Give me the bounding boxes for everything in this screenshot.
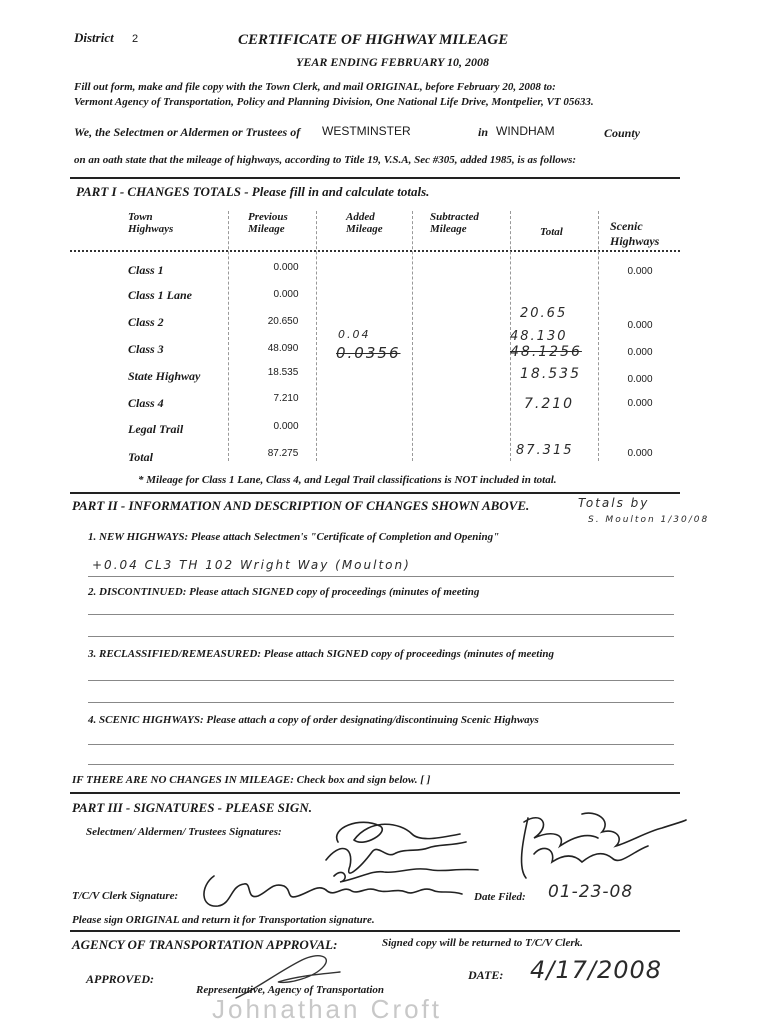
class-4-scenic: 0.000 (627, 398, 653, 409)
part3-title: PART III - SIGNATURES - PLEASE SIGN. (72, 800, 312, 815)
date-filed-label: Date Filed: (474, 891, 526, 903)
col-previous-mileage: Previous Mileage (248, 211, 288, 235)
col-subtracted-mileage: Subtracted Mileage (430, 211, 479, 235)
entry-line (88, 576, 674, 577)
form-title: CERTIFICATE OF HIGHWAY MILEAGE (238, 32, 509, 48)
part1-footnote: * Mileage for Class 1 Lane, Class 4, and Legal Trail classifications is NOT included in total. (138, 474, 557, 486)
selectmen-of-label: We, the Selectmen or Aldermen or Trustees of (74, 125, 301, 139)
column-separator (228, 211, 229, 461)
entry-line (88, 680, 674, 681)
district-label: District (74, 30, 114, 45)
class-3-added: 0.04 (338, 328, 371, 341)
total-total: 87.315 (516, 443, 574, 458)
column-separator (598, 211, 599, 461)
state-highway-scenic: 0.000 (627, 374, 653, 385)
row-label-class-2: Class 2 (128, 315, 164, 329)
name-stamp: Johnathan Croft (212, 994, 443, 1024)
divider (70, 177, 680, 179)
header-rule (70, 250, 680, 252)
state-highway-previous: 18.535 (267, 367, 299, 378)
instructions-line-2: Vermont Agency of Transportation, Policy and Planning Division, One National Life Drive, Montpelier, VT 05633. (74, 96, 594, 108)
agency-title: AGENCY OF TRANSPORTATION APPROVAL: (72, 937, 338, 952)
class-3-added-struck: 0.0356 (336, 344, 401, 362)
row-label-legal-trail: Legal Trail (128, 422, 184, 436)
entry-line (88, 636, 674, 637)
totals-by-note: Totals by (578, 496, 650, 510)
class-3-total: 48.130 (510, 329, 568, 344)
entry-line (88, 614, 674, 615)
divider (70, 492, 680, 494)
class-4-previous: 7.210 (273, 393, 299, 404)
class-3-scenic: 0.000 (627, 347, 653, 358)
clerk-signature-label: T/C/V Clerk Signature: (72, 890, 179, 902)
district-value: 2 (132, 33, 139, 45)
class-3-total-struck: 48.1256 (510, 344, 582, 360)
town-value: WESTMINSTER (322, 124, 411, 138)
new-highways-label: 1. NEW HIGHWAYS: Please attach Selectmen's "Certificate of Completion and Opening" (88, 531, 500, 543)
row-label-class-4: Class 4 (128, 396, 164, 410)
class-3-previous: 48.090 (267, 343, 299, 354)
entry-line (88, 702, 674, 703)
row-label-total: Total (128, 450, 153, 464)
scenic-highways-label: 4. SCENIC HIGHWAYS: Please attach a copy of order designating/discontinuing Scenic Highways (88, 714, 539, 726)
row-label-class-1-lane: Class 1 Lane (128, 288, 193, 302)
representative-label: Representative, Agency of Transportation (196, 984, 385, 996)
part1-title: PART I - CHANGES TOTALS - Please fill in and calculate totals. (76, 184, 430, 199)
col-scenic-highways: Scenic Highways (610, 219, 660, 248)
divider (70, 792, 680, 794)
class-1-lane-previous: 0.000 (273, 289, 299, 300)
col-town-highways: Town Highways (128, 211, 174, 235)
entry-line (88, 764, 674, 765)
total-scenic: 0.000 (627, 448, 653, 459)
instructions-line-1: Fill out form, make and file copy with the Town Clerk, and mail ORIGINAL, before February 20, 2008 to: (74, 81, 556, 93)
approved-label: APPROVED: (86, 972, 155, 986)
column-separator (316, 211, 317, 461)
class-1-previous: 0.000 (273, 262, 299, 273)
year-line: YEAR ENDING FEBRUARY 10, 2008 (296, 55, 490, 69)
oath-line: on an oath state that the mileage of highways, according to Title 19, V.S.A, Sec #305, added 1985, is as follows: (74, 154, 577, 166)
discontinued-label: 2. DISCONTINUED: Please attach SIGNED copy of proceedings (minutes of meeting (88, 586, 480, 598)
clerk-signature (200, 868, 470, 914)
totals-by-signature: S. Moulton 1/30/08 (588, 515, 710, 525)
part2-title: PART II - INFORMATION AND DESCRIPTION OF CHANGES SHOWN ABOVE. (72, 498, 530, 513)
class-2-scenic: 0.000 (627, 320, 653, 331)
col-added-mileage: Added Mileage (346, 211, 383, 235)
col-total: Total (540, 226, 563, 238)
county-value: WINDHAM (496, 124, 555, 138)
row-label-class-1: Class 1 (128, 263, 164, 277)
class-4-total: 7.210 (524, 396, 575, 412)
divider (70, 930, 680, 932)
approval-date-label: DATE: (468, 968, 504, 982)
no-changes-checkbox-line[interactable]: IF THERE ARE NO CHANGES IN MILEAGE: Check box and sign below. [ ] (72, 774, 431, 786)
new-highways-entry: +0.04 CL3 TH 102 Wright Way (Moulton) (92, 558, 411, 572)
class-2-previous: 20.650 (267, 316, 299, 327)
county-label: County (604, 126, 641, 140)
approval-date-value: 4/17/2008 (530, 956, 663, 984)
class-1-scenic: 0.000 (627, 266, 653, 277)
row-label-class-3: Class 3 (128, 342, 164, 356)
row-label-state-highway: State Highway (128, 369, 201, 383)
reclassified-label: 3. RECLASSIFIED/REMEASURED: Please attach SIGNED copy of proceedings (minutes of meeting (88, 648, 555, 660)
in-label: in (478, 125, 489, 139)
entry-line (88, 744, 674, 745)
total-previous: 87.275 (267, 448, 299, 459)
signed-copy-note: Signed copy will be returned to T/C/V Clerk. (382, 937, 583, 949)
legal-trail-previous: 0.000 (273, 421, 299, 432)
date-filed-value: 01-23-08 (548, 882, 634, 902)
return-note: Please sign ORIGINAL and return it for Transportation signature. (72, 914, 375, 926)
class-2-total: 20.65 (520, 306, 568, 321)
selectmen-signatures-label: Selectmen/ Aldermen/ Trustees Signatures: (86, 826, 282, 838)
state-highway-total: 18.535 (520, 366, 581, 382)
column-separator (412, 211, 413, 461)
